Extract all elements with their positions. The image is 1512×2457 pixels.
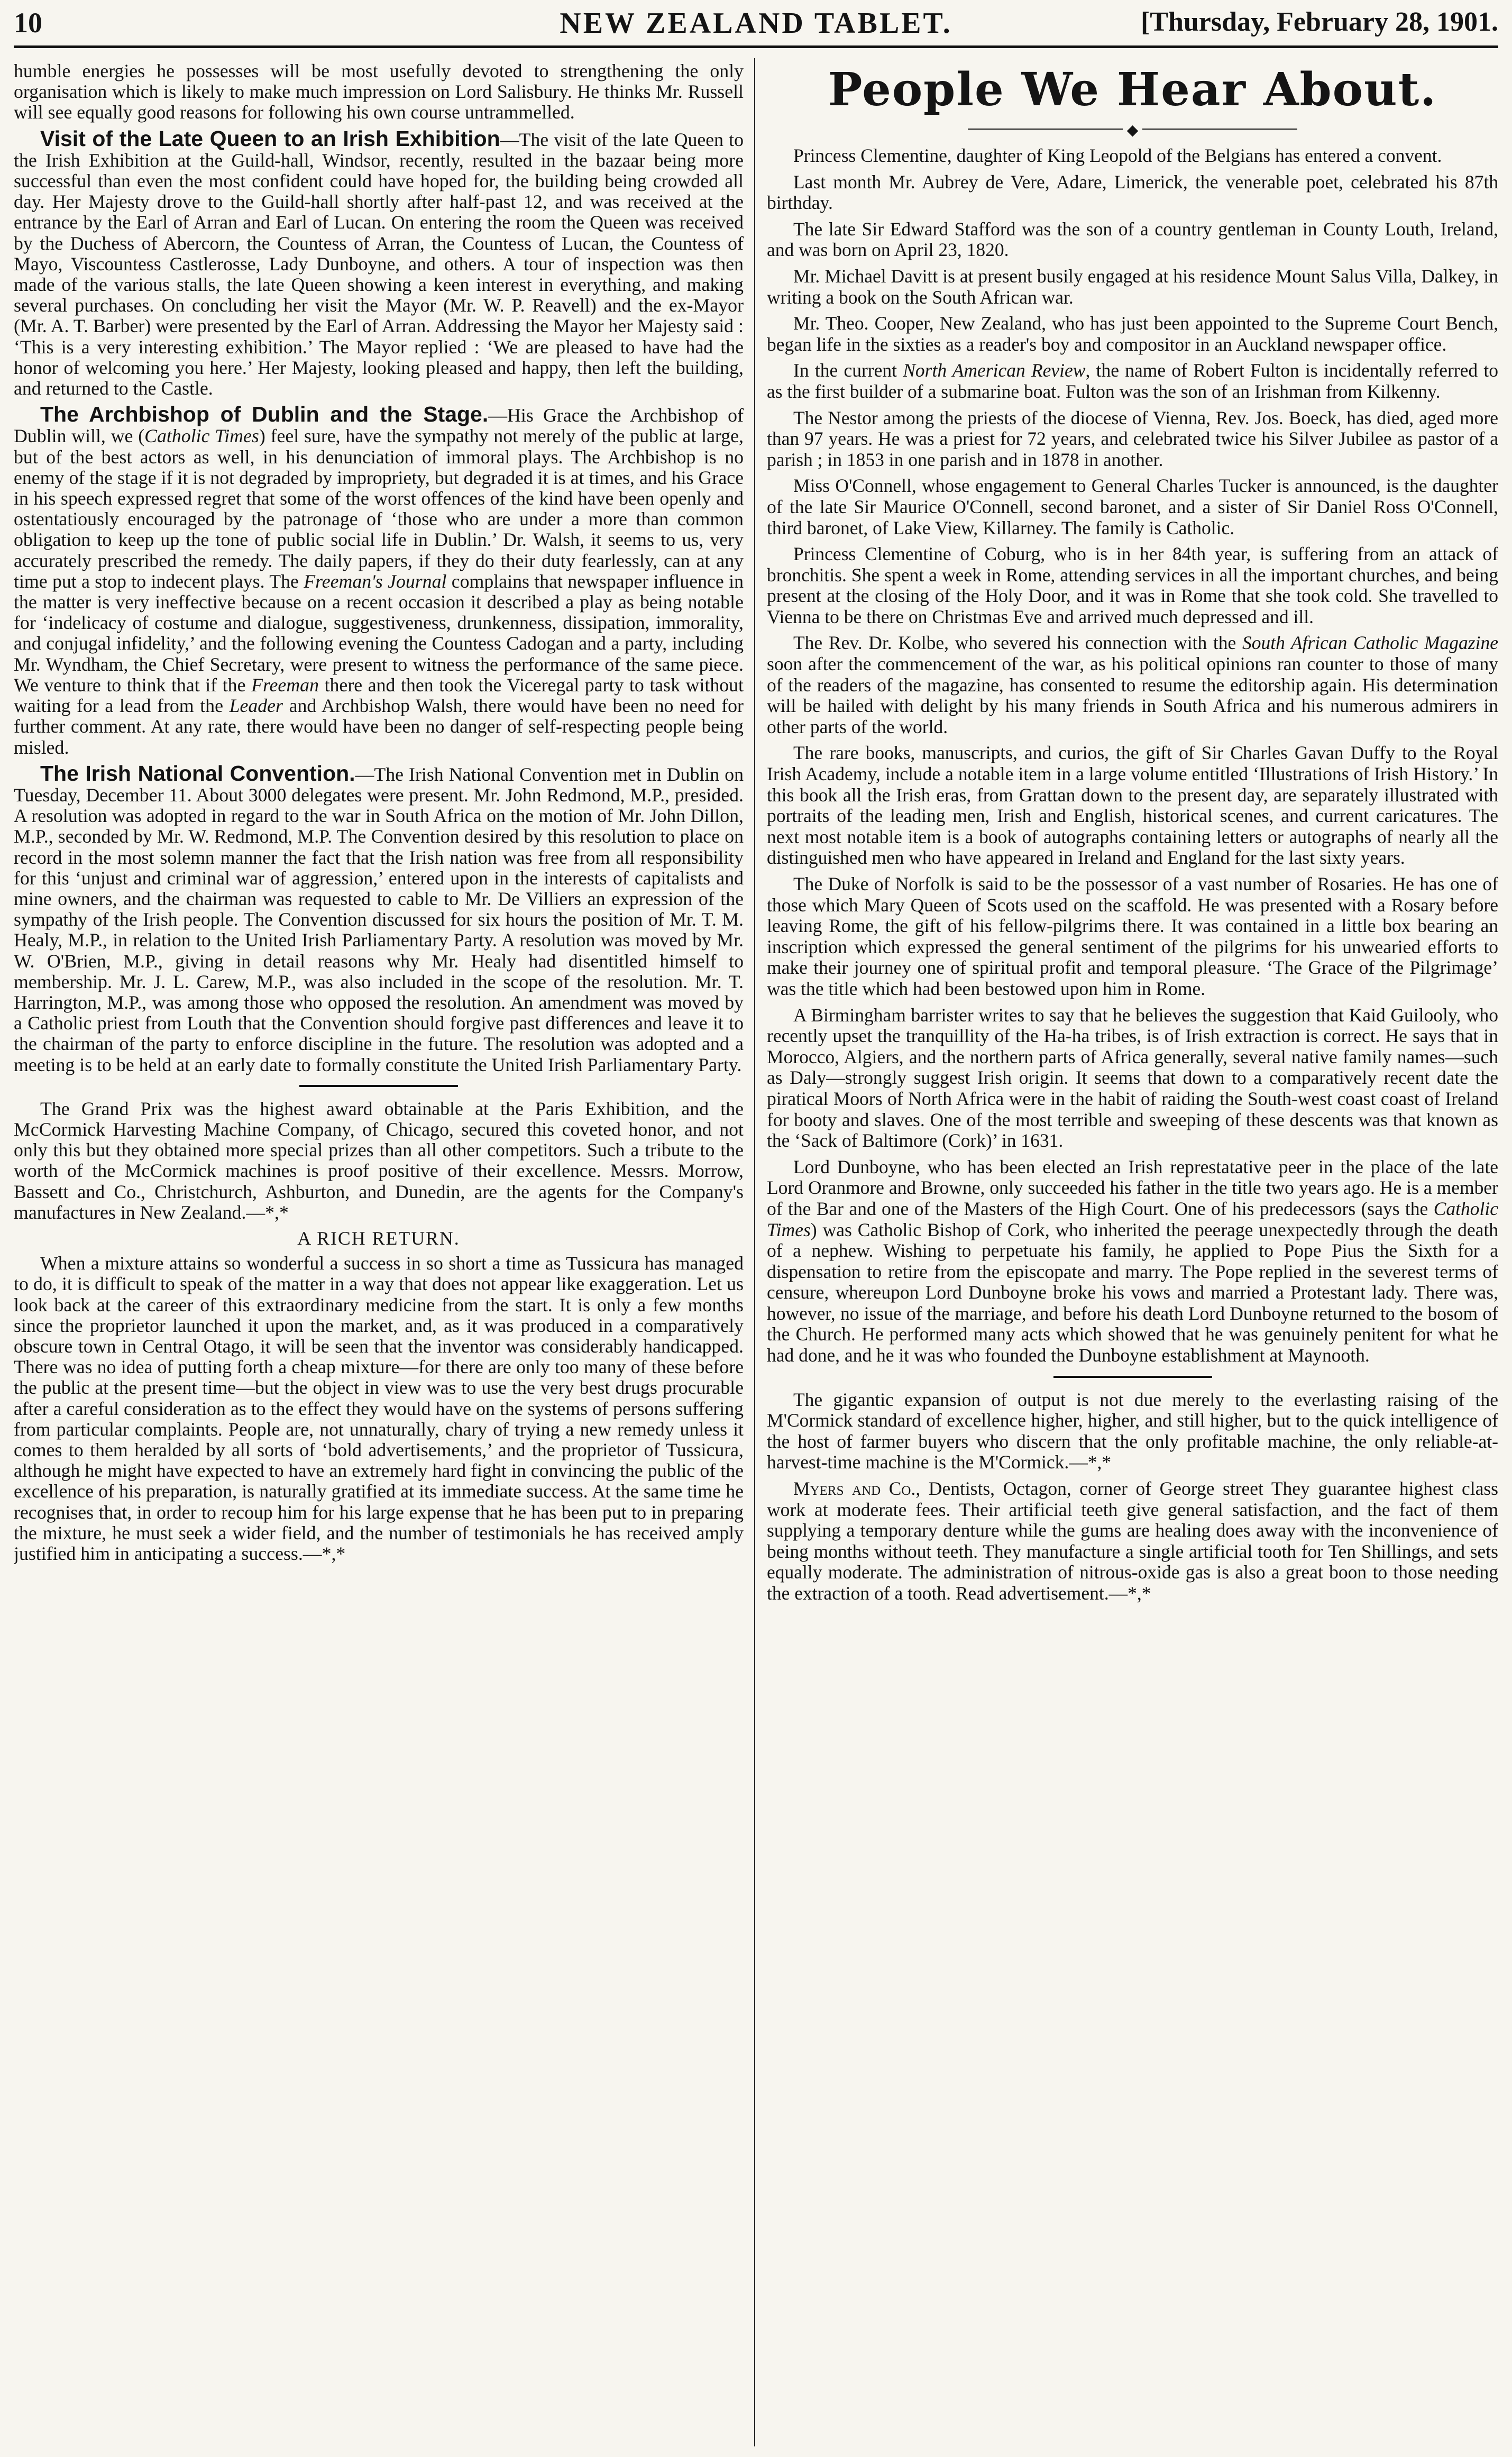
- article-text: —The Irish National Convention met in Dublin on Tuesday, December 11. About 3000 delegates were present. Mr. John Redmond, M.P., presided. A resolution was adopted in regard to the war in South Africa on the motion of Mr. John Dillon, M.P., seconded by Mr. W. Redmond, M.P. The Convention desired by this resolution to place on record in the most solemn manner the fact that the Irish nation was free from all responsibility for this ‘unjust and criminal war of aggression,’ entered upon in the interests of capitalists and mine owners, and the chairman was requested to cable to Mr. De Villiers an expression of the sympathy of the Irish people. The Convention discussed for six hours the position of Mr. T. M. Healy, M.P., in relation to the United Irish Parliamentary Party. A resolution was moved by Mr. W. O'Brien, M.P., giving in detail reasons why Mr. Healy had disentitled himself to membership. Mr. J. L. Carew, M.P., was also included in the scope of the resolution. Mr. T. Harrington, M.P., was among those who opposed the resolution. An amendment was moved by a Catholic priest from Louth that the Convention should forgive past differences and leave it to the chairman of the party to enforce discipline in the future. The resolution was adopted and a meeting is to be held at an early date to formally constitute the United Irish Parliamentary Party.: [14, 763, 744, 1075]
- article-visit-late-queen: [14, 126, 744, 399]
- item-text: ) was Catholic Bishop of Cork, who inherited the peerage unexpectedly through the death of a nephew. Wishing to perpetuate his family, he applied to Pope Pius the Sixth for a dispensation to retire from the episcopate and marry. The Pope replied in the severest terms of censure, whereupon Lord Dunboyne broke his vows and married a Protestant lady. There was, however, no issue of the marriage, and before his death Lord Dunboyne returned to the bosom of the Church. He performed many acts which showed that he was genuinely penitent for what he had done, and he it was who founded the Dunboyne establishment at Maynooth.: [767, 1219, 1498, 1366]
- news-item: Princess Clementine of Coburg, who is in her 84th year, is suffering from an attack of bronchitis. She spent a week in Rome, attending services in all the important churches, and being present at the closing of the Holy Door, and it was in Rome that she took cold. She travelled to Vienna to be there on Christmas Eve and arrived much depressed and ill.: [767, 543, 1498, 627]
- article-rich-return: When a mixture attains so wonderful a success in so short a time as Tussicura has managed to do, it is difficult to speak of the matter in a way that does not appear like exaggeration. Let us look back at the career of this extraordinary medicine from the start. It is only a few months since the proprietor launched it upon the market, and, as it was produced in a comparatively obscure town in Central Otago, it will be seen that the inventor was considerably handicapped. There was no idea of putting forth a cheap mixture—for there are only too many of these before the public at the present time—but the object in view was to use the very best drugs procurable after a careful consideration as to the effect they would have on the systems of persons suffering from particular complaints. People are, not unnaturally, chary of trying a new remedy unless it comes to them heralded by all sorts of ‘bold advertisements,’ and the proprietor of Tussicura, although he might have expected to have an extremely hard fight in convincing the public of the excellence of his preparation, is naturally gratified at its immediate success. At the same time he recognises that, in order to recoup him for his large expense that he has been put to in preparing the mixture, he must seek a wider field, and the number of testimonials he has received amply justified him in anticipating a success.—*,*: [14, 1253, 744, 1565]
- publication-name: Freeman: [251, 674, 319, 696]
- item-text: soon after the commencement of the war, as his political opinions ran counter to those of many of the readers of the magazine, has consented to resume the editorship again. His determination will be hailed with delight by his many friends in South Africa and his numerous admirers in other parts of the world.: [767, 653, 1498, 737]
- heading-ornament: [767, 121, 1498, 137]
- item-text: In the current: [793, 360, 903, 381]
- news-item: [767, 1157, 1498, 1366]
- publication-name: North American Review: [903, 360, 1086, 381]
- diamond-ornament-icon: ◆: [1123, 122, 1143, 139]
- news-item: The late Sir Edward Stafford was the son of a country gentleman in County Louth, Ireland, and was born on April 23, 1820.: [767, 218, 1498, 261]
- news-item: Miss O'Connell, whose engagement to General Charles Tucker is announced, is the daughter of the late Sir Maurice O'Connell, second baronet, and a sister of Sir Daniel Ross O'Connell, third baronet, of Lake View, Killarney. The family is Catholic.: [767, 475, 1498, 538]
- column-divider: [754, 58, 755, 2446]
- news-item: The rare books, manuscripts, and curios, the gift of Sir Charles Gavan Duffy to the Royal Irish Academy, include a notable item in a large volume entitled ‘Illustrations of Irish History.’ In this book all the Irish eras, from Grattan down to the present day, are separately illustrated with portraits of the leading men, Irish and English, historical scenes, and current caricatures. The next most notable item is a book of autographs containing letters or autographs of nearly all the distinguished men who have appeared in Ireland and England for the last sixty years.: [767, 742, 1498, 869]
- article-archbishop-stage: [14, 404, 744, 757]
- article-heading: Visit of the Late Queen to an Irish Exhibition: [40, 126, 500, 151]
- news-item: [767, 360, 1498, 402]
- news-item: [767, 633, 1498, 737]
- publication-name: South African Catholic Magazine: [1242, 632, 1498, 654]
- right-column: [767, 61, 1498, 2446]
- news-item: A Birmingham barrister writes to say that he believes the suggestion that Kaid Guilooly, who recently upset the tranquillity of the Ha-ha tribes, is of Irish extraction is correct. He says that in Morocco, Algiers, and the northern parts of Africa generally, several native family names—such as Daly—strongly suggest Irish origin. It seems that down to a comparatively recent date the piratical Moors of North Africa were in the habit of raiding the South-west coast coast of Ireland for booty and slaves. One of the most terrible and sweeping of these descents was that known as the ‘Sack of Baltimore (Cork)’ in 1631.: [767, 1004, 1498, 1152]
- article-text: there and then took the Viceregal party to task without waiting for a lead from the: [14, 674, 744, 717]
- publication-name: Catholic Times: [767, 1198, 1498, 1240]
- article-heading-rich-return: A RICH RETURN.: [297, 1227, 460, 1249]
- left-column: [14, 61, 744, 2446]
- masthead: [14, 4, 1498, 48]
- article-heading: The Archbishop of Dublin and the Stage.: [40, 402, 489, 427]
- article-text: —The visit of the late Queen to the Irish Exhibition at the Guild-hall, Windsor, recently, resulted in the bazaar being more successful than even the most confident could have hoped for, the building being crowded all day. Her Majesty drove to the Guild-hall shortly after half-past 12, and was received at the entrance by the Earl of Arran and Earl of Lucan. On entering the room the Queen was received by the Duchess of Abercorn, the Countess of Arran, the Countess of Lucan, the Countess of Mayo, Viscountess Castlerosse, Lady Dunboyne, and others. A tour of inspection was then made of the various stalls, the late Queen showing a keen interest in everything, and making several purchases. On concluding her visit the Mayor (Mr. W. P. Reavell) and the ex-Mayor (Mr. A. T. Barber) were presented by the Earl of Arran. Addressing the Mayor her Majesty said : ‘This is a very interesting exhibition.’ The Mayor replied : ‘We are pleased to have had the honor of welcoming you here.’ Her Majesty, looking pleased and happy, then left the building, and returned to the Castle.: [14, 129, 744, 399]
- advertiser-name: Myers and Co.,: [793, 1478, 921, 1500]
- newspaper-title: NEW ZEALAND TABLET.: [560, 7, 952, 40]
- item-text: , the name of Robert Fulton is incidentally referred to as the first builder of a submarine boat. Fulton was the son of an Irishman from Kilkenny.: [767, 360, 1498, 402]
- advert-myers-dentists: [767, 1478, 1498, 1604]
- article-text: ) feel sure, have the sympathy not merely of the public at large, but of the best actors as well, in his denunciation of immoral plays. The Archbishop is no enemy of the stage if it is not degraded by impropriety, but degraded it is at times, and his Grace in his speech expressed regret that some of the worst offences of the kind have been openly and ostentatiously encouraged by the patronage of ‘those who are under a more than common obligation to keep up the tone of public social life in Dublin.’ Dr. Walsh, it seems to us, very accurately prescribed the remedy. The daily papers, if they do their duty fearlessly, can at any time put a stop to indecent plays. The: [14, 425, 744, 592]
- issue-date: [Thursday, February 28, 1901.: [1140, 7, 1498, 37]
- news-item: Mr. Michael Davitt is at present busily engaged at his residence Mount Salus Villa, Dalkey, in writing a book on the South African war.: [767, 265, 1498, 308]
- publication-name: Freeman's Journal: [304, 570, 447, 592]
- section-separator: [299, 1085, 458, 1087]
- news-item: Mr. Theo. Cooper, New Zealand, who has just been appointed to the Supreme Court Bench, began life in the sixties as a reader's boy and compositor in an Auckland newspaper office.: [767, 313, 1498, 355]
- page-number: 10: [14, 7, 42, 39]
- advert-text: Dentists, Octagon, corner of George street They guarantee highest class work at moderate fees. Their artificial teeth give general satisfaction, and the fact of them supplying a temporary denture while the gums are healing does away with the inconvenience of being months without teeth. They manufacture a single artificial tooth for Ten Shillings, and sets equally moderate. The administration of nitrous-oxide gas is also a great boon to those needing the extraction of a tooth. Read advertisement.—*,*: [767, 1478, 1498, 1604]
- publication-name: Leader: [229, 695, 283, 717]
- news-item: The Duke of Norfolk is said to be the possessor of a vast number of Rosaries. He has one of those which Mary Queen of Scots used on the scaffold. He was presented with a Rosary before leaving Rome, the gift of his fellow-pilgrims there. It was contained in a little box bearing an inscription which expressed the general sentiment of the pilgrims for his unwearied efforts to make their journey one of spiritual profit and temporal pleasure. ‘The Grace of the Pilgrimage’ was the title which had been bestowed upon him in Rome.: [767, 873, 1498, 999]
- news-item: Princess Clementine, daughter of King Leopold of the Belgians has entered a convent.: [793, 145, 1442, 166]
- paragraph-continued: humble energies he possesses will be most usefully devoted to strengthening the only organisation which is likely to make much impression on Lord Salisbury. He thinks Mr. Russell will see equally good reasons for following his own course untrammelled.: [14, 61, 744, 123]
- article-text: complains that newspaper influence in the matter is very ineffective because on a recent occasion it described a play as being notable for ‘indelicacy of costume and dialogue, suggestiveness, drunkenness, dissipation, immorality, and conjugal infidelity,’ and the following evening the Countess Cadogan and a party, including Mr. Wyndham, the Chief Secretary, were present to witness the performance of the same piece. We venture to think that if the: [14, 570, 744, 696]
- section-separator: [1053, 1376, 1212, 1378]
- article-irish-convention: [14, 763, 744, 1075]
- article-text: and Archbishop Walsh, there would have been no need for further comment. At any rate, there would have been no danger of self-respecting people being misled.: [14, 695, 744, 758]
- advert-grand-prix: The Grand Prix was the highest award obtainable at the Paris Exhibition, and the McCormick Harvesting Machine Company, of Chicago, secured this coveted honor, and not only this but they obtained more special prizes than all other competitors. Such a tribute to the worth of the McCormick machines is proof positive of their excellence. Messrs. Morrow, Bassett and Co., Christchurch, Ashburton, and Dunedin, are the agents for the Company's manufactures in New Zealand.—*,*: [14, 1098, 744, 1223]
- advert-mccormick: The gigantic expansion of output is not due merely to the everlasting raising of the M'Cormick standard of excellence higher, higher, and still higher, but to the quick intelligence of the host of farmer buyers who discern that the only profitable machine, the only reliable-at-harvest-time machine is the M'Cormick.—*,*: [767, 1389, 1498, 1473]
- news-item: Last month Mr. Aubrey de Vere, Adare, Limerick, the venerable poet, celebrated his 87th birthday.: [767, 171, 1498, 214]
- article-heading: The Irish National Convention.: [40, 761, 355, 785]
- publication-name: Catholic Times: [144, 425, 259, 447]
- item-text: Lord Dunboyne, who has been elected an Irish represtatative peer in the place of the late Lord Oranmore and Browne, only succeeded his father in the title two years ago. He is a member of the Bar and one of the Masters of the High Court. One of his predecessors (says the: [767, 1156, 1498, 1219]
- item-text: The Rev. Dr. Kolbe, who severed his connection with the: [793, 632, 1242, 654]
- article-text: —His Grace the Archbishop of Dublin will, we (: [14, 405, 744, 447]
- news-item: The Nestor among the priests of the diocese of Vienna, Rev. Jos. Boeck, has died, aged more than 97 years. He was a priest for 72 years, and celebrated twice his Silver Jubilee as pastor of a parish ; in 1853 in one parish and in 1878 in another.: [767, 407, 1498, 470]
- section-heading-people: People We Hear About.: [828, 63, 1437, 116]
